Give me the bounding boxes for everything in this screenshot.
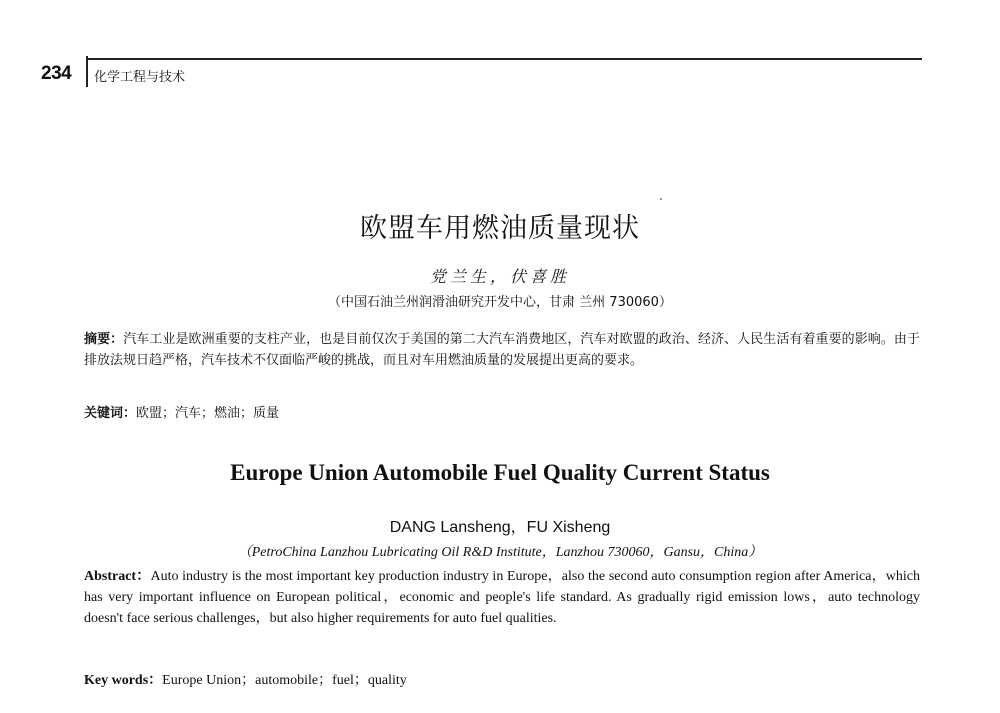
journal-name: 化学工程与技术	[94, 70, 186, 85]
scan-speck	[660, 198, 662, 200]
english-affiliation: （PetroChina Lanzhou Lubricating Oil R&D Institute，Lanzhou 730060，Gansu，China）	[237, 545, 763, 560]
english-abstract	[84, 566, 920, 629]
english-keywords	[84, 669, 920, 689]
header-horizontal-rule	[86, 58, 922, 60]
chinese-authors: 党兰生，伏喜胜	[429, 267, 570, 286]
english-title: Europe Union Automobile Fuel Quality Current Status	[230, 460, 770, 485]
header-vertical-rule	[86, 56, 88, 87]
chinese-abstract	[84, 329, 920, 371]
english-abstract-text: Auto industry is the most important key production industry in Europe，also the second auto consumption region after America，which has very important influence on European political，economic and people's life standard. As gradually rigid emission lows，auto technology doesn't face serious challenges，but also higher requirements for auto fuel qualities.	[84, 569, 920, 626]
chinese-keywords-label: 关键词：	[84, 406, 137, 421]
chinese-affiliation: （中国石油兰州润滑油研究开发中心，甘肃 兰州 730060）	[328, 295, 672, 310]
english-abstract-label: Abstract：	[84, 569, 151, 584]
chinese-abstract-text: 汽车工业是欧洲重要的支柱产业，也是目前仅次于美国的第二大汽车消费地区，汽车对欧盟的政治、经济、人民生活有着重要的影响。由于排放法规日趋严格，汽车技术不仅面临严峻的挑战，而且对车用燃油质量的发展提出更高的要求。	[84, 332, 920, 368]
english-keywords-label: Key words：	[84, 673, 163, 688]
chinese-keywords	[84, 402, 920, 421]
chinese-keywords-text: 欧盟；汽车；燃油；质量	[136, 406, 280, 421]
chinese-title: 欧盟车用燃油质量现状	[360, 213, 640, 244]
chinese-abstract-label: 摘要：	[84, 332, 124, 347]
english-authors: DANG Lansheng，FU Xisheng	[389, 519, 611, 536]
english-keywords-text: Europe Union；automobile；fuel；quality	[162, 673, 407, 688]
page-number: 234	[41, 63, 72, 84]
